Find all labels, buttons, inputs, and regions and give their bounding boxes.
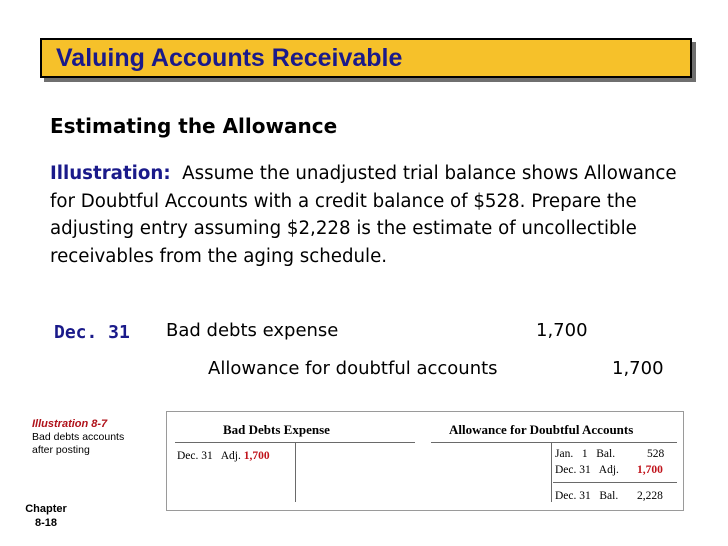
slide-subtitle: Estimating the Allowance bbox=[50, 114, 338, 138]
right-row-3-ref: Bal. bbox=[599, 490, 619, 502]
slide-title: Valuing Accounts Receivable bbox=[56, 44, 403, 72]
right-row-2-ref: Adj. bbox=[598, 464, 619, 476]
left-entry-prefix: Dec. 31 Adj. bbox=[177, 450, 241, 462]
left-entry bbox=[177, 450, 270, 462]
figure-caption-line2: after posting bbox=[32, 444, 90, 456]
right-account-title: Allowance for Doubtful Accounts bbox=[449, 422, 634, 437]
right-account-divider bbox=[551, 442, 552, 502]
entry-credit-amount: 1,700 bbox=[612, 358, 664, 379]
t-accounts bbox=[166, 411, 684, 511]
figure-label bbox=[32, 418, 124, 457]
left-entry-amount: 1,700 bbox=[243, 450, 270, 462]
figure-caption-line1: Bad debts accounts bbox=[32, 431, 125, 443]
right-row-2-date: Dec. 31 bbox=[555, 464, 591, 476]
chapter-line1: Chapter bbox=[25, 503, 67, 515]
right-row-1-ref: Bal. bbox=[596, 448, 616, 460]
figure-number: Illustration 8-7 bbox=[32, 418, 108, 430]
right-account-total-rule bbox=[553, 482, 677, 483]
entry-credit-account: Allowance for doubtful accounts bbox=[208, 358, 498, 379]
right-account-rule bbox=[431, 442, 677, 443]
right-row-2-amount: 1,700 bbox=[637, 464, 663, 476]
illustration-label: Illustration: bbox=[50, 163, 171, 184]
entry-date: Dec. 31 bbox=[54, 322, 130, 343]
right-row-1-date: Jan. 1 bbox=[555, 448, 588, 460]
right-row-2 bbox=[555, 464, 619, 476]
right-row-3-amount: 2,228 bbox=[637, 490, 663, 502]
illustration-text: Assume the unadjusted trial balance shows Allowance for Doubtful Accounts with a credit balance of $528. Prepare the adjusting entry assuming $2,228 is the estimate of uncollectible receivables from the aging schedule. bbox=[50, 163, 677, 267]
right-row-1 bbox=[555, 448, 615, 460]
right-row-3 bbox=[555, 490, 618, 502]
right-row-3-date: Dec. 31 bbox=[555, 490, 591, 502]
left-account-divider bbox=[295, 442, 296, 502]
chapter-label bbox=[20, 502, 72, 530]
right-row-1-amount: 528 bbox=[647, 448, 665, 460]
illustration-paragraph bbox=[50, 160, 690, 270]
chapter-line2: 8-18 bbox=[34, 517, 58, 529]
entry-debit-account: Bad debts expense bbox=[166, 320, 339, 341]
left-account-title: Bad Debts Expense bbox=[223, 422, 330, 437]
entry-debit-amount: 1,700 bbox=[536, 320, 588, 341]
